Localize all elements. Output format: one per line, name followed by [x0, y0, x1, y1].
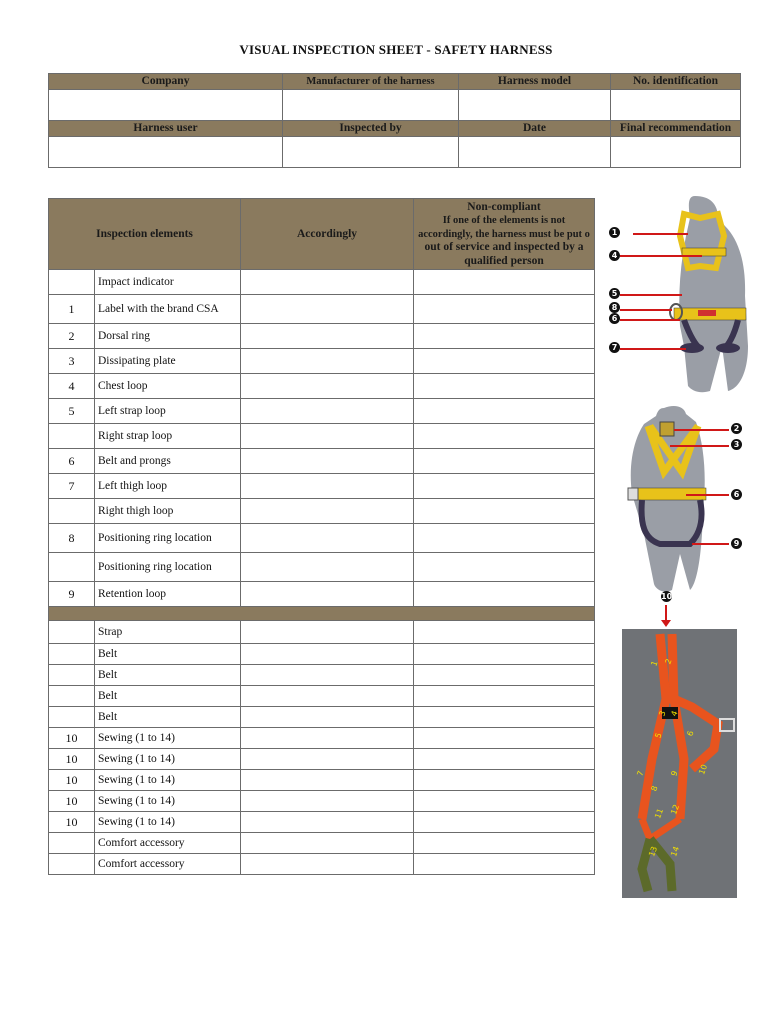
- stitch-number-label: 2: [663, 657, 674, 666]
- accordingly-cell[interactable]: [241, 854, 414, 875]
- non-compliant-cell[interactable]: [414, 295, 595, 324]
- table-row: [49, 665, 595, 686]
- back-harness-image: [600, 404, 765, 594]
- table-row: [49, 324, 595, 349]
- marker-icon: 1: [609, 227, 620, 238]
- table-row: [49, 499, 595, 524]
- table-row: [49, 553, 595, 582]
- arrow-2: [674, 429, 729, 431]
- table-row: [49, 728, 595, 749]
- row-label: Belt and prongs: [95, 449, 241, 474]
- front-harness-drawing: [600, 196, 765, 396]
- accordingly-cell[interactable]: [241, 324, 414, 349]
- row-label: Belt: [95, 665, 241, 686]
- non-compliant-cell[interactable]: [414, 833, 595, 854]
- identification-field[interactable]: [611, 90, 741, 121]
- stitch-number-label: 8: [649, 784, 660, 793]
- row-label: Comfort accessory: [95, 854, 241, 875]
- row-number: [49, 665, 95, 686]
- row-number: 10: [49, 749, 95, 770]
- arrow-1: [633, 233, 688, 235]
- accordingly-cell[interactable]: [241, 749, 414, 770]
- accordingly-cell[interactable]: [241, 707, 414, 728]
- row-label: Retention loop: [95, 582, 241, 607]
- accordingly-cell[interactable]: [241, 349, 414, 374]
- section-separator: [49, 607, 595, 621]
- non-compliant-cell[interactable]: [414, 424, 595, 449]
- row-number: 10: [49, 770, 95, 791]
- row-number: 9: [49, 582, 95, 607]
- accordingly-cell[interactable]: [241, 449, 414, 474]
- stitch-number-label: 11: [653, 807, 666, 820]
- table-row: [49, 812, 595, 833]
- arrow-6: [620, 319, 680, 321]
- table-row: [49, 749, 595, 770]
- accordingly-cell[interactable]: [241, 399, 414, 424]
- table-row: [49, 524, 595, 553]
- row-label: Sewing (1 to 14): [95, 791, 241, 812]
- non-compliant-cell[interactable]: [414, 749, 595, 770]
- arrow-4: [620, 255, 702, 257]
- arrow-5: [620, 294, 682, 296]
- row-number: 10: [49, 728, 95, 749]
- accordingly-header: Accordingly: [241, 199, 414, 270]
- accordingly-cell[interactable]: [241, 582, 414, 607]
- final-recommendation-field[interactable]: [611, 137, 741, 168]
- accordingly-cell[interactable]: [241, 524, 414, 553]
- non-compliant-cell[interactable]: [414, 349, 595, 374]
- inspected-by-field[interactable]: [283, 137, 459, 168]
- non-compliant-cell[interactable]: [414, 553, 595, 582]
- marker-icon: 6: [609, 313, 620, 324]
- non-compliant-cell[interactable]: [414, 270, 595, 295]
- table-row: [49, 582, 595, 607]
- accordingly-cell[interactable]: [241, 499, 414, 524]
- stitch-number-label: 6: [685, 729, 696, 738]
- accordingly-cell[interactable]: [241, 553, 414, 582]
- non-compliant-cell[interactable]: [414, 707, 595, 728]
- company-label: Company: [49, 74, 283, 90]
- non-compliant-cell[interactable]: [414, 324, 595, 349]
- table-row: [49, 833, 595, 854]
- non-compliant-cell[interactable]: [414, 770, 595, 791]
- company-field[interactable]: [49, 90, 283, 121]
- non-compliant-cell[interactable]: [414, 582, 595, 607]
- row-number: [49, 644, 95, 665]
- accordingly-cell[interactable]: [241, 770, 414, 791]
- table-row: [49, 449, 595, 474]
- stitch-number-label: 1: [649, 659, 660, 668]
- table-row: [49, 854, 595, 875]
- non-compliant-cell[interactable]: [414, 524, 595, 553]
- inspected-by-label: Inspected by: [283, 121, 459, 137]
- accordingly-cell[interactable]: [241, 665, 414, 686]
- row-label: Dorsal ring: [95, 324, 241, 349]
- non-compliant-cell[interactable]: [414, 644, 595, 665]
- row-label: Right strap loop: [95, 424, 241, 449]
- header-info-table: [48, 73, 741, 168]
- stitch-number-label: 4: [669, 709, 680, 718]
- non-compliant-note-line1: If one of the elements is not: [442, 215, 566, 227]
- arrow-8: [620, 309, 672, 311]
- table-row: [49, 349, 595, 374]
- row-number: [49, 686, 95, 707]
- non-compliant-cell[interactable]: [414, 474, 595, 499]
- non-compliant-cell[interactable]: [414, 812, 595, 833]
- row-label: Chest loop: [95, 374, 241, 399]
- table-row: [49, 295, 595, 324]
- row-label: Sewing (1 to 14): [95, 812, 241, 833]
- harness-user-label: Harness user: [49, 121, 283, 137]
- row-number: [49, 553, 95, 582]
- date-field[interactable]: [459, 137, 611, 168]
- row-number: [49, 833, 95, 854]
- row-number: [49, 621, 95, 644]
- front-harness-image: [600, 196, 765, 396]
- row-label: Comfort accessory: [95, 833, 241, 854]
- marker-icon: 10: [661, 592, 673, 601]
- section-separator-cell: [49, 607, 595, 621]
- row-label: Label with the brand CSA: [95, 295, 241, 324]
- accordingly-cell[interactable]: [241, 791, 414, 812]
- marker-icon: 3: [731, 439, 742, 450]
- non-compliant-cell[interactable]: [414, 791, 595, 812]
- non-compliant-cell[interactable]: [414, 374, 595, 399]
- marker-icon: 6: [731, 489, 742, 500]
- manufacturer-field[interactable]: [283, 90, 459, 121]
- row-number: 5: [49, 399, 95, 424]
- stitch-number-label: 13: [647, 845, 660, 858]
- row-label: Left strap loop: [95, 399, 241, 424]
- stitch-number-label: 9: [669, 769, 680, 778]
- row-label: Positioning ring location: [95, 553, 241, 582]
- row-number: 4: [49, 374, 95, 399]
- arrow-6-back: [686, 494, 729, 496]
- row-number: [49, 854, 95, 875]
- row-label: Left thigh loop: [95, 474, 241, 499]
- non-compliant-cell[interactable]: [414, 665, 595, 686]
- non-compliant-note-line2: accordingly, the harness must be put o: [418, 228, 590, 240]
- harness-model-label: Harness model: [459, 74, 611, 90]
- table-row: [49, 424, 595, 449]
- identification-label: No. identification: [611, 74, 741, 90]
- final-recommendation-label: Final recommendation: [611, 121, 741, 137]
- accordingly-cell[interactable]: [241, 424, 414, 449]
- arrow-3: [670, 445, 729, 447]
- row-number: 6: [49, 449, 95, 474]
- table-row: [49, 474, 595, 499]
- row-number: 7: [49, 474, 95, 499]
- non-compliant-header: [414, 199, 595, 270]
- accordingly-cell[interactable]: [241, 812, 414, 833]
- marker-icon: 4: [609, 250, 620, 261]
- row-number: [49, 707, 95, 728]
- table-row: [49, 621, 595, 644]
- row-number: 1: [49, 295, 95, 324]
- non-compliant-cell[interactable]: [414, 686, 595, 707]
- manufacturer-label: Manufacturer of the harness: [283, 74, 459, 90]
- non-compliant-cell[interactable]: [414, 399, 595, 424]
- marker-icon: 2: [731, 423, 742, 434]
- row-number: 10: [49, 791, 95, 812]
- row-label: Belt: [95, 707, 241, 728]
- row-label: Sewing (1 to 14): [95, 770, 241, 791]
- inspection-elements-header: Inspection elements: [49, 199, 241, 270]
- row-label: Belt: [95, 644, 241, 665]
- table-row: [49, 686, 595, 707]
- inspection-table: [48, 198, 595, 875]
- table-row: [49, 791, 595, 812]
- stitch-number-label: 7: [635, 769, 646, 778]
- row-number: 10: [49, 812, 95, 833]
- marker-icon: 9: [731, 538, 742, 549]
- flat-harness-drawing: [622, 629, 737, 898]
- row-label: Right thigh loop: [95, 499, 241, 524]
- non-compliant-cell[interactable]: [414, 854, 595, 875]
- accordingly-cell[interactable]: [241, 295, 414, 324]
- accordingly-cell[interactable]: [241, 374, 414, 399]
- table-row: [49, 374, 595, 399]
- date-label: Date: [459, 121, 611, 137]
- non-compliant-note-line3: out of service and inspected by a: [424, 241, 584, 254]
- row-label: Dissipating plate: [95, 349, 241, 374]
- accordingly-cell[interactable]: [241, 621, 414, 644]
- stitch-number-label: 5: [653, 731, 664, 740]
- harness-user-field[interactable]: [49, 137, 283, 168]
- row-number: [49, 424, 95, 449]
- accordingly-cell[interactable]: [241, 270, 414, 295]
- accordingly-cell[interactable]: [241, 728, 414, 749]
- accordingly-cell[interactable]: [241, 474, 414, 499]
- table-row: [49, 270, 595, 295]
- row-label: Impact indicator: [95, 270, 241, 295]
- stitch-number-label: 14: [669, 845, 682, 858]
- table-row: [49, 644, 595, 665]
- table-row: [49, 707, 595, 728]
- arrow-7: [620, 348, 686, 350]
- non-compliant-title: Non-compliant: [467, 200, 541, 213]
- table-row: [49, 770, 595, 791]
- stitch-number-label: 3: [657, 709, 668, 718]
- row-label: Belt: [95, 686, 241, 707]
- non-compliant-cell[interactable]: [414, 499, 595, 524]
- stitch-number-label: 12: [669, 803, 682, 816]
- row-number: [49, 270, 95, 295]
- accordingly-cell[interactable]: [241, 644, 414, 665]
- stitch-number-label: 10: [697, 763, 710, 776]
- flat-harness-image: [622, 629, 737, 898]
- row-label: Positioning ring location: [95, 524, 241, 553]
- row-label: Strap: [95, 621, 241, 644]
- down-arrow-head-icon: [661, 620, 671, 627]
- non-compliant-cell[interactable]: [414, 621, 595, 644]
- row-label: Sewing (1 to 14): [95, 728, 241, 749]
- row-label: Sewing (1 to 14): [95, 749, 241, 770]
- marker-icon: 5: [609, 288, 620, 299]
- row-number: 2: [49, 324, 95, 349]
- accordingly-cell[interactable]: [241, 686, 414, 707]
- arrow-9: [692, 543, 729, 545]
- marker-icon: 8: [609, 302, 620, 313]
- page-title: VISUAL INSPECTION SHEET - SAFETY HARNESS: [239, 42, 553, 57]
- non-compliant-note-line4: qualified person: [464, 254, 544, 267]
- row-number: 3: [49, 349, 95, 374]
- non-compliant-cell[interactable]: [414, 449, 595, 474]
- marker-icon: 7: [609, 342, 620, 353]
- accordingly-cell[interactable]: [241, 833, 414, 854]
- harness-model-field[interactable]: [459, 90, 611, 121]
- non-compliant-cell[interactable]: [414, 728, 595, 749]
- row-number: 8: [49, 524, 95, 553]
- table-row: [49, 399, 595, 424]
- row-number: [49, 499, 95, 524]
